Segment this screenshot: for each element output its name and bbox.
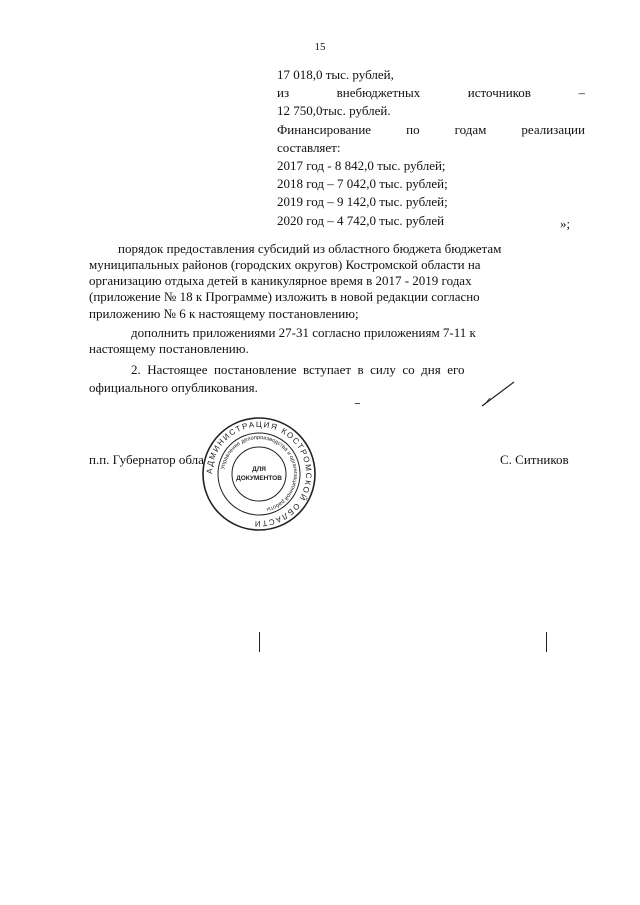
closing-quote: »; <box>560 216 571 231</box>
funding-by-years-label: составляет: <box>277 139 341 155</box>
word: источников <box>467 85 531 101</box>
text-line: 2. Настоящее постановление вступает в силу со дня его <box>131 362 465 377</box>
stamp-center-line1: ДЛЯ <box>252 466 266 473</box>
page-number: 15 <box>314 41 326 53</box>
funding-extrabudget-line <box>277 84 585 102</box>
word: Финансирование <box>277 121 372 137</box>
text-line: приложению № 6 к настоящему постановлению; <box>89 306 359 321</box>
year-2020-line: 2020 год – 4 742,0 тыс. рублей <box>277 212 445 228</box>
funding-by-years-line <box>277 121 585 139</box>
text-line: дополнить приложениями 27-31 согласно приложениям 7-11 к <box>131 325 476 340</box>
svg-text:Управление делопроизводства и: Управление делопроизводства и организационной работы <box>220 434 299 513</box>
ink-dot <box>355 403 360 404</box>
funding-extrabudget-amount: 12 750,0тыс. рублей. <box>277 103 391 119</box>
scan-mark <box>546 632 547 652</box>
text-line: официального опубликования. <box>89 380 258 395</box>
year-2017-line: 2017 год - 8 842,0 тыс. рублей; <box>277 157 446 173</box>
text-line: (приложение № 18 к Программе) изложить в новой редакции согласно <box>89 289 480 304</box>
signatory-title: п.п. Губернатор обла <box>89 452 204 467</box>
word: внебюджетных <box>336 85 421 101</box>
funding-total-line: 17 018,0 тыс. рублей, <box>277 67 394 82</box>
scan-mark <box>259 632 260 652</box>
text-line: муниципальных районов (городских округов) Костромской области на <box>89 257 481 272</box>
official-stamp <box>200 415 318 533</box>
word: реализации <box>521 121 585 137</box>
word: – <box>578 85 585 101</box>
word: по <box>406 121 420 137</box>
signature-mark <box>478 380 518 410</box>
stamp-center-line2: ДОКУМЕНТОВ <box>236 475 282 482</box>
signatory-name: С. Ситников <box>500 452 569 467</box>
text-line: порядок предоставления субсидий из областного бюджета бюджетам <box>118 241 502 256</box>
text-line: настоящему постановлению. <box>89 341 249 356</box>
funding-block <box>277 66 585 230</box>
text-line: организацию отдыха детей в каникулярное время в 2017 - 2019 годах <box>89 273 472 288</box>
svg-text:АДМИНИСТРАЦИЯ КОСТРОМСКОЙ ОБЛА: АДМИНИСТРАЦИЯ КОСТРОМСКОЙ ОБЛАСТИ <box>204 419 314 529</box>
year-2018-line: 2018 год – 7 042,0 тыс. рублей; <box>277 176 448 192</box>
word: из <box>277 85 290 101</box>
year-2019-line: 2019 год – 9 142,0 тыс. рублей; <box>277 194 448 210</box>
word: годам <box>454 121 487 137</box>
